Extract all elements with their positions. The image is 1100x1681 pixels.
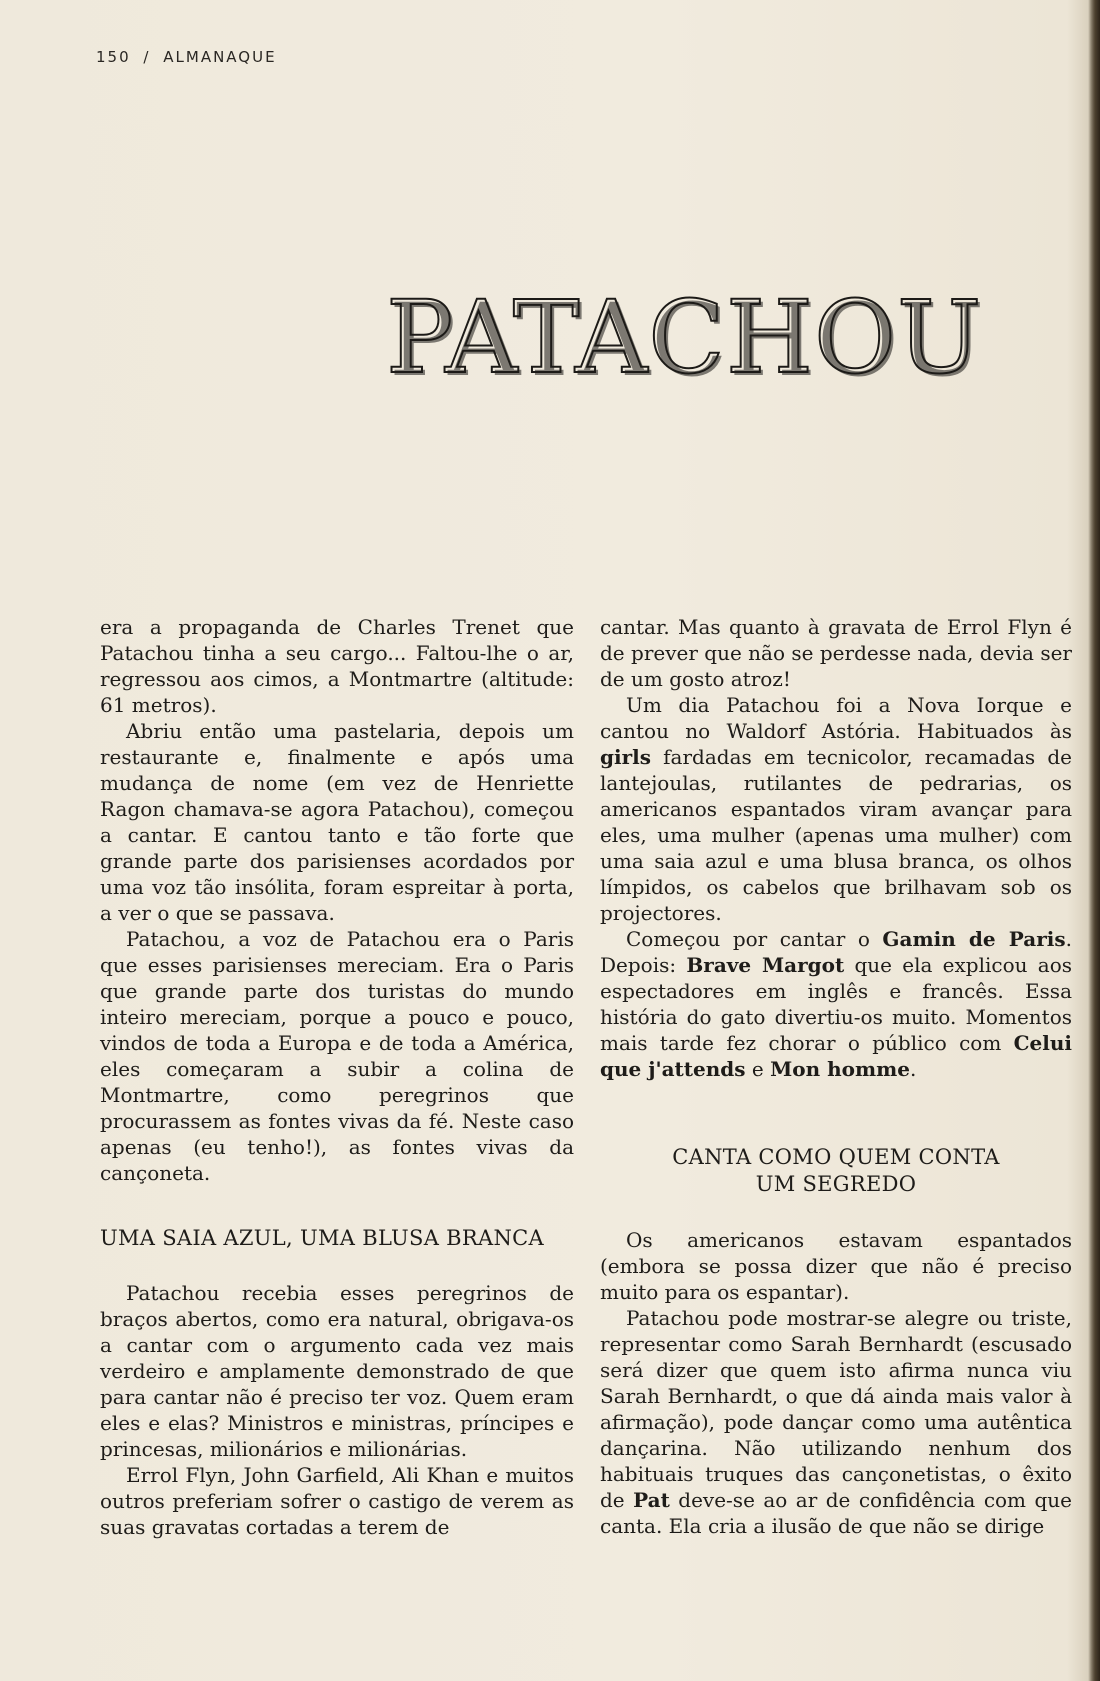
- song-title: Mon homme: [770, 1057, 911, 1081]
- article-title: PATACHOU: [386, 279, 983, 396]
- paragraph: Patachou, a voz de Patachou era o Paris que esses parisienses mereciam. Era o Paris que grande parte dos turistas do mundo inteiro mereciam, porque a pouco e pouco, vindos de toda a Europa e de toda a América, eles começaram a subir a colina de Montmartre, como peregrinos que procurassem as fontes vivas da fé. Neste caso apenas (eu tenho!), as fontes vivas da cançoneta.: [100, 927, 574, 1185]
- text-run: . Depois:: [600, 927, 1072, 977]
- song-title: Brave Margot: [686, 953, 845, 977]
- running-head-separator: /: [143, 48, 151, 66]
- paragraph: Os americanos estavam espantados (embora se possa dizer que não é preciso muito para os espantar).: [600, 1228, 1072, 1304]
- song-title: Gamin de Paris: [882, 927, 1066, 951]
- paragraph: [600, 692, 1072, 926]
- right-column-upper: [600, 614, 1072, 1082]
- heading-line: UM SEGREDO: [755, 1172, 917, 1196]
- text-run: .: [910, 1057, 917, 1081]
- text-run: e: [745, 1057, 771, 1081]
- text-run: Patachou pode mostrar-se alegre ou triste, representar como Sarah Bernhardt (escusado será dizer que quem isto afirma nunca viu Sarah Bernhardt, o que dá ainda mais valor à afirmação), pode dançar como uma autêntica dançarina. Não utilizando nenhum dos habituais truques das cançonetistas, o êxito de: [600, 1306, 1072, 1512]
- page-number: 150: [96, 48, 131, 66]
- left-column-lower: [100, 1280, 574, 1540]
- page-binding-edge: [1088, 0, 1100, 1681]
- paragraph: era a propaganda de Charles Trenet que Patachou tinha a seu cargo... Faltou-lhe o ar, regressou aos cimos, a Montmartre (altitude: 61 metros).: [100, 615, 574, 717]
- song-title: Celui que j'attends: [600, 1031, 1072, 1081]
- left-column-upper: [100, 614, 574, 1186]
- paragraph: [600, 1305, 1072, 1539]
- running-head: [96, 48, 277, 66]
- paragraph: [600, 926, 1072, 1082]
- text-run: deve-se ao ar de confidência com que canta. Ela cria a ilusão de que não se dirige: [600, 1488, 1073, 1538]
- text-run: Começou por cantar o: [626, 927, 883, 951]
- section-heading-right: [600, 1144, 1072, 1198]
- text-run: que ela explicou aos espectadores em inglês e francês. Essa história do gato divertiu-os muito. Momentos mais tarde fez chorar o público com: [600, 953, 1072, 1055]
- paragraph: Abriu então uma pastelaria, depois um restaurante e, finalmente e após uma mudança de nome (em vez de Henriette Ragon chamava-se agora Patachou), começou a cantar. E cantou tanto e tão forte que grande parte dos parisienses acordados por uma voz tão insólita, foram espreitar à porta, a ver o que se passava.: [100, 719, 574, 925]
- text-run: Um dia Patachou foi a Nova Iorque e cantou no Waldorf Astória. Habituados às: [600, 693, 1072, 743]
- paragraph: Patachou recebia esses peregrinos de braços abertos, como era natural, obrigava-os a cantar com o argumento cada vez mais verdeiro e amplamente demonstrado de que para cantar não é preciso ter voz. Quem eram eles e elas? Ministros e ministras, príncipes e princesas, milionários e milionárias.: [100, 1281, 574, 1461]
- emphasis-term: girls: [600, 745, 651, 769]
- section-heading-left: UMA SAIA AZUL, UMA BLUSA BRANCA: [100, 1226, 544, 1250]
- section-name: ALMANAQUE: [163, 48, 277, 66]
- right-column-lower: [600, 1227, 1072, 1539]
- heading-line: CANTA COMO QUEM CONTA: [672, 1145, 1000, 1169]
- emphasis-term: Pat: [633, 1488, 670, 1512]
- paragraph: Errol Flyn, John Garfield, Ali Khan e muitos outros preferiam sofrer o castigo de verem as suas gravatas cortadas a terem de: [100, 1463, 574, 1539]
- text-run: fardadas em tecnicolor, recamadas de lantejoulas, rutilantes de pedrarias, os americanos espantados viram avançar para eles, uma mulher (apenas uma mulher) com uma saia azul e uma blusa branca, os olhos límpidos, os cabelos que brilhavam sob os projectores.: [600, 745, 1072, 925]
- paragraph: cantar. Mas quanto à gravata de Errol Flyn é de prever que não se perdesse nada, devia ser de um gosto atroz!: [600, 615, 1072, 691]
